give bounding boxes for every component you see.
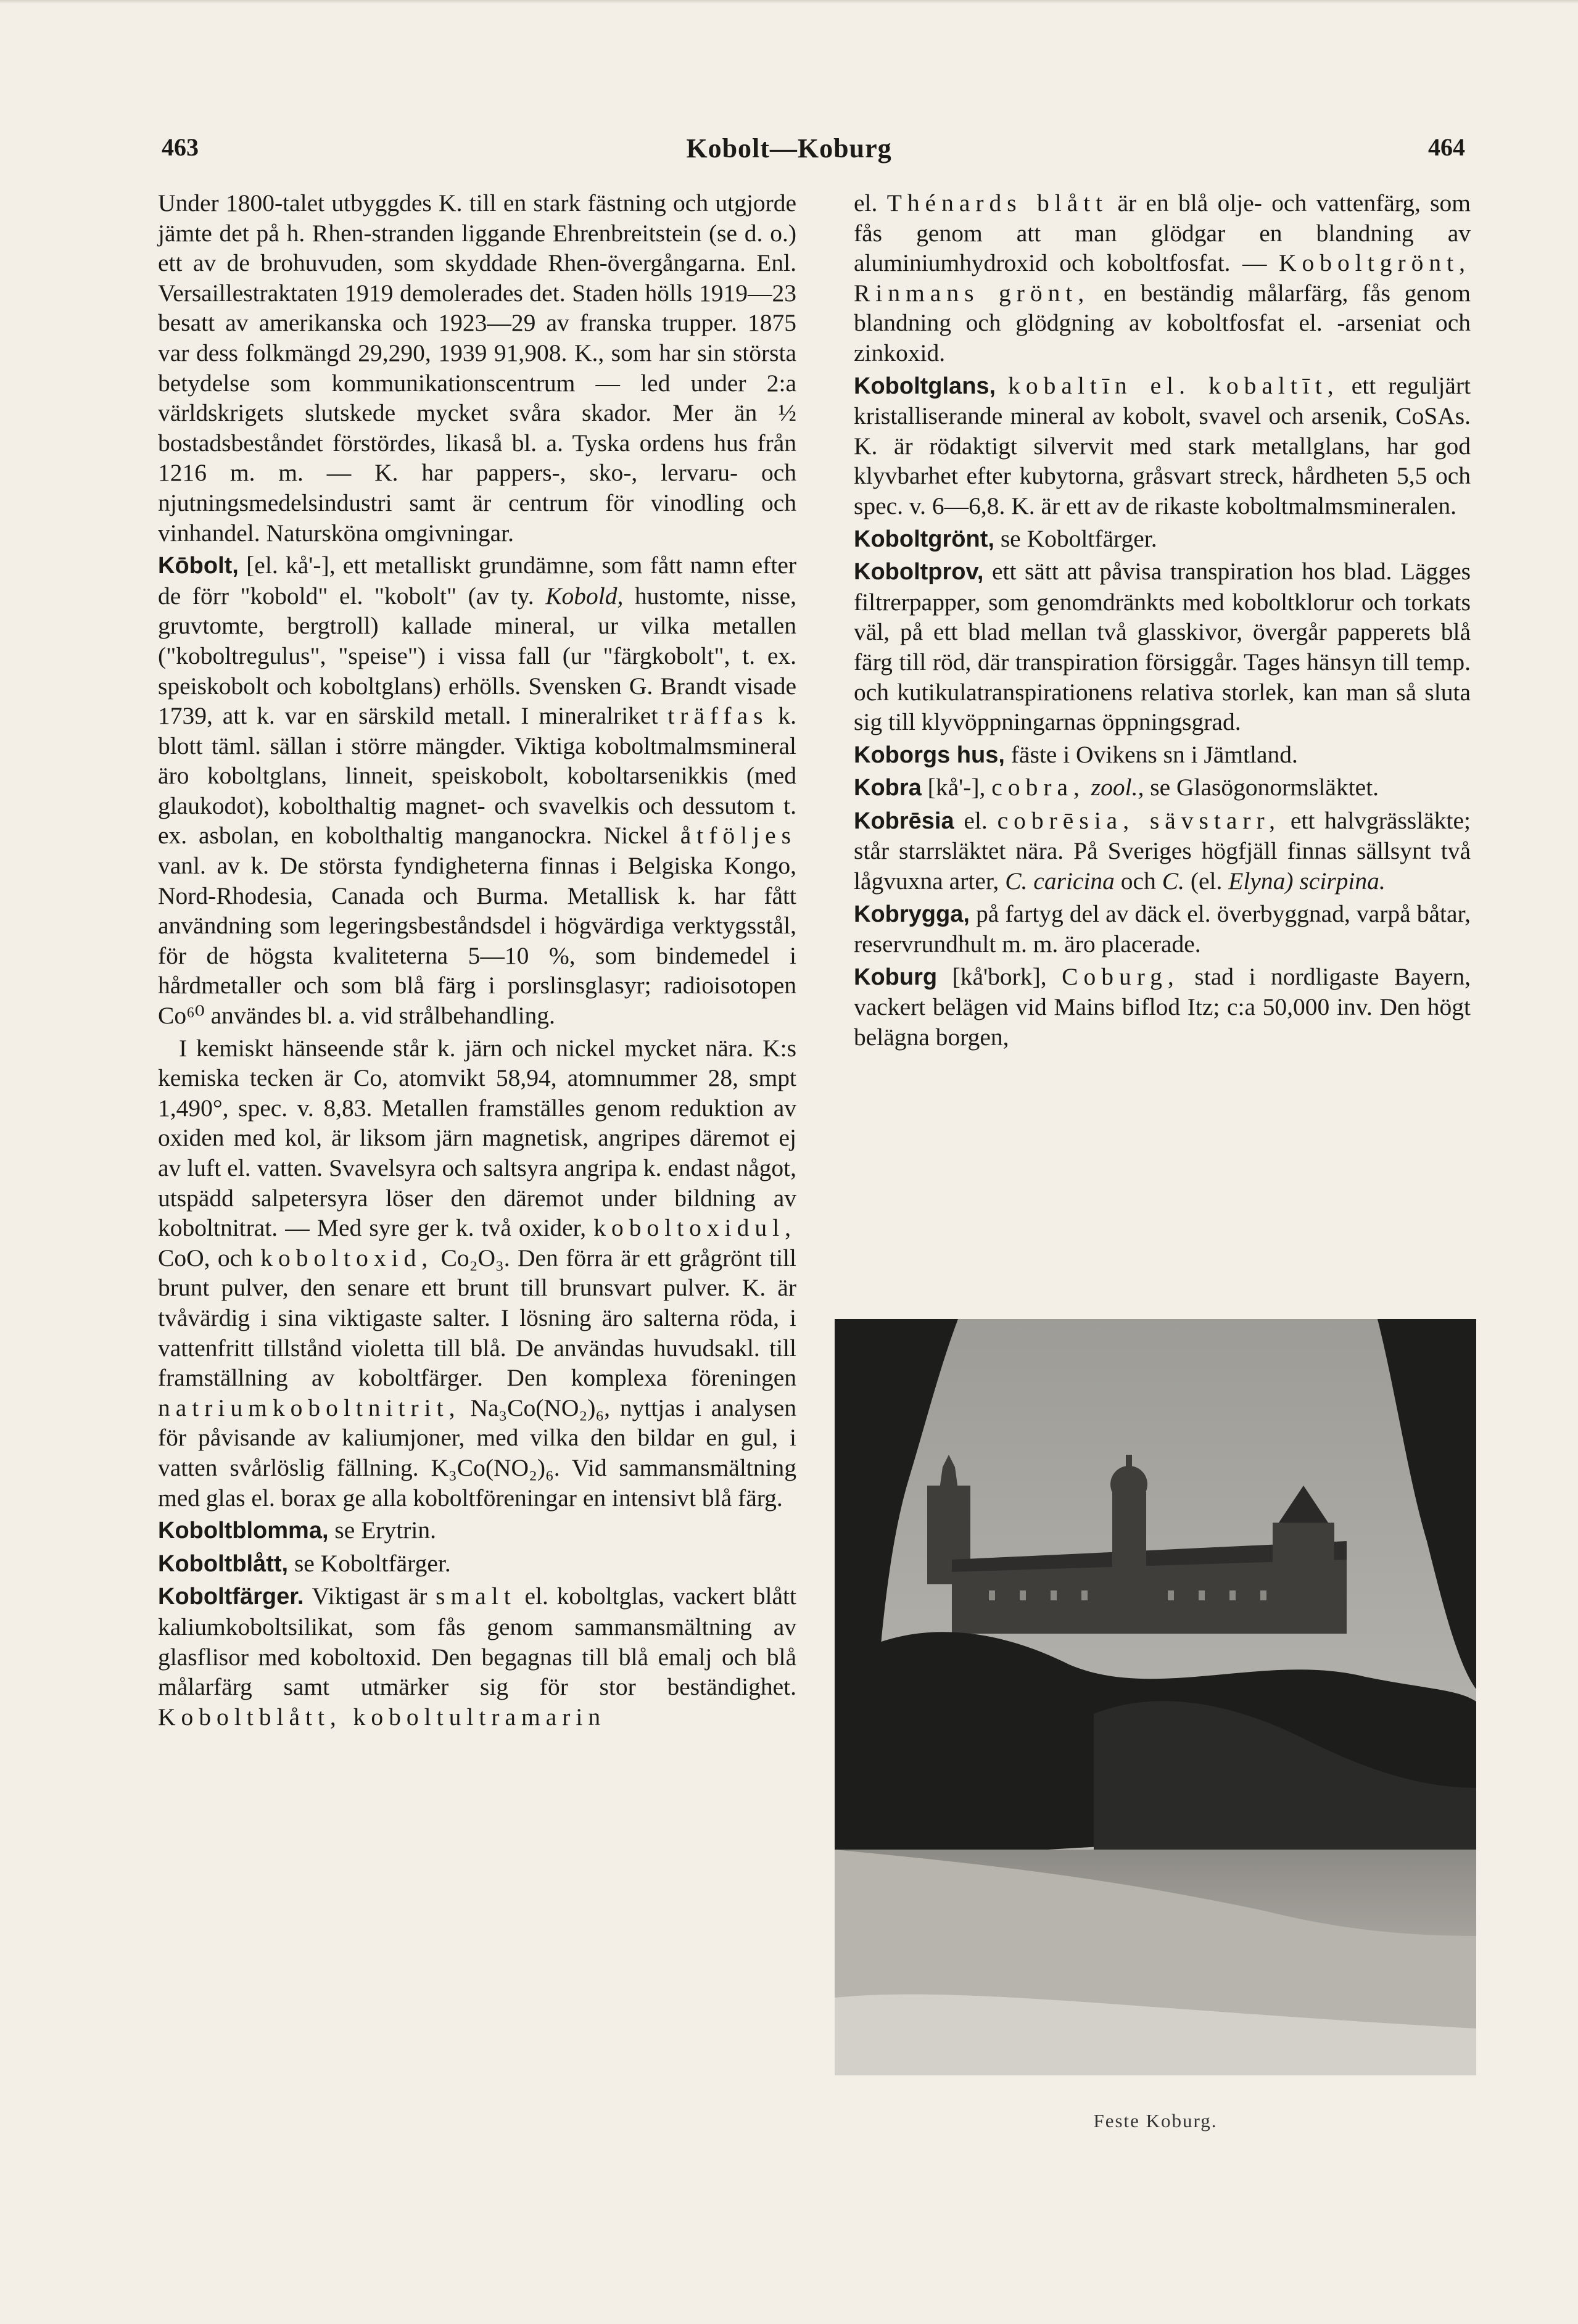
entry-kobresia-headword: Kobrēsia [854, 808, 954, 834]
running-head: Kobolt—Koburg [686, 133, 892, 163]
left-column [158, 188, 796, 1732]
page-number-right: 464 [1428, 133, 1465, 161]
entry-koburg-headword: Koburg [854, 964, 938, 990]
photo-caption: Feste Koburg. [1093, 2110, 1218, 2132]
entry-koboltgront-headword: Koboltgrönt, [854, 526, 994, 552]
entry-koboltglans-headword: Koboltglans, [854, 373, 996, 399]
koblenz-continuation: Under 1800-talet utbyggdes K. till en stark fästning och utgjorde jämte det på h. Rhen-stranden liggande Ehrenbreitstein (se d. o.) ett av de brohuvuden, som skyddade Rhen-övergångarna. Enl. Versaillestraktaten 1919 demolerades det. Staden hölls 1919—23 besatt av amerikanska och 1923—29 av franska trupper. 1875 var dess folkmängd 29,290, 1939 91,908. K., som har sin största betydelse som kommunikationscentrum — led under 2:a världskrigets slutskede mycket svåra skador. Mer än ½ bostadsbeståndet förstördes, likaså bl. a. Tyska ordens hus från 1216 m. m. — K. har pappers-, sko-, lervaru- och njutningsmedelsindustri samt är centrum för vinodling och vinhandel. Natursköna omgivningar. [158, 189, 796, 547]
entry-koboltgront: Koboltgrönt, se Koboltfärger. [854, 524, 1157, 552]
entry-koboltfarger: Koboltfärger. Viktigast är smalt el. koboltglas, vackert blått kaliumkoboltsilikat, som fås genom sammansmältning av glasflisor med koboltoxid. Den begagnas till blå emalj och blå målarfärg samt utmärker sig för stor beständighet. Koboltblått, koboltultramarin [158, 1582, 796, 1731]
castle-photo-illustration [835, 1319, 1476, 2075]
photo-feste-koburg [835, 1319, 1476, 2075]
page-number-left: 463 [162, 133, 199, 161]
entry-kobolt: Kōbolt, [el. kå'-], ett metalliskt grundämne, som fått namn efter de förr "kobold" el. "kobolt" (av ty. Kobold, hustomte, nisse, gruvtomte, bergtroll) kallade mineral, ur vilka metallen ("koboltregulus", "speise") i vissa fall (ur "färgkobolt", t. ex. speiskobolt och koboltglans) erhölls. Svensken G. Brandt visade 1739, att k. var en särskild metall. I mineralriket träffas k. blott täml. sällan i större mängder. Viktiga koboltmalmsmineral äro koboltglans, linneit, speiskobolt, koboltarsenikkis (med glaukodot), kobolthaltig magnet- och svavelkis och dessutom t. ex. asbolan, en kobolthaltig manganockra. Nickel åtföljes vanl. av k. De största fyndigheterna finnas i Belgiska Kongo, Nord-Rhodesia, Canada och Burma. Metallisk k. har fått användning som legeringsbeståndsdel i högvärdiga verktygsstål, för de högsta kvaliteterna 5—10 %, som bindemedel i hårdmetaller och som blå färg i porslinsglasyr; radioisotopen Co⁶⁰ användes bl. a. vid strålbehandling. [158, 552, 797, 1030]
entry-kobra-headword: Kobra [854, 775, 922, 801]
entry-koburg: Koburg [kå'bork], Coburg, stad i nordligaste Bayern, vackert belägen vid Mains biflod Itz; c:a 50,000 inv. Den högt belägna borgen, [854, 962, 1471, 1051]
entry-kobolt-headword: Kōbolt, [158, 553, 239, 579]
page-header [0, 133, 1578, 170]
entry-kobrygga-headword: Kobrygga, [854, 901, 970, 927]
page-top-edge [0, 0, 1578, 4]
right-column [854, 188, 1471, 1052]
entry-koborgs-hus-headword: Koborgs hus, [854, 742, 1005, 768]
entry-koboltblatt-headword: Koboltblått, [158, 1550, 289, 1577]
entry-koboltblatt: Koboltblått, se Koboltfärger. [158, 1549, 451, 1577]
entry-koboltblomma: Koboltblomma, se Erytrin. [158, 1516, 436, 1544]
koboltfarger-continuation: el. Thénards blått är en blå olje- och vattenfärg, som fås genom att man glödgar en blandning av aluminiumhydroxid och koboltfosfat. — Koboltgrönt, Rinmans grönt, en beständig målarfärg, fås genom blandning och glödgning av koboltfosfat el. -arseniat och zinkoxid. [854, 189, 1471, 366]
entry-kobresia: Kobrēsia el. cobrēsia, sävstarr, ett halvgrässläkte; står starrsläktet nära. På Sveriges högfjäll finnas sällsynt två lågvuxna arter, C. caricina och C. (el. Elyna) scirpina. [854, 806, 1471, 895]
entry-koboltblomma-headword: Koboltblomma, [158, 1518, 329, 1544]
kobolt-chemistry-paragraph: I kemiskt hänseende står k. järn och nickel mycket nära. K:s kemiska tecken är Co, atomvikt 58,94, atomnummer 28, smpt 1,490°, spec. v. 8,83. Metallen framställes genom reduktion av oxiden med kol, är liksom järn magnetisk, angripes däremot ej av luft el. vatten. Svavelsyra och saltsyra angripa k. endast något, utspädd salpetersyra löser den däremot under bildning av koboltnitrat. — Med syre ger k. två oxider, koboltoxidul, CoO, och koboltoxid, Co₂O₃. Den förra är ett grågrönt till brunt pulver, den senare ett brunt till brunsvart pulver. K. är tvåvärdig i sina viktigaste salter. I lösning äro salterna röda, i vattenfritt tillstånd violetta till blå. De användas huvudsakl. till framställning av koboltfärger. Den komplexa föreningen natriumkoboltnitrit, Na₃Co(NO₂)₆, nyttjas i analysen för påvisande av kaliumjoner, med vilka den bildar en gul, i vatten svårlöslig fällning. K₃Co(NO₂)₆. Vid sammansmältning med glas el. borax ge alla koboltföreningar en intensivt blå färg. [158, 1034, 797, 1511]
entry-koboltprov-headword: Koboltprov, [854, 559, 984, 585]
entry-koborgs-hus: Koborgs hus, fäste i Ovikens sn i Jämtland. [854, 740, 1298, 768]
entry-kobra: Kobra [kå'-], cobra, zool., se Glasögonormsläktet. [854, 774, 1379, 801]
entry-koboltprov: Koboltprov, ett sätt att påvisa transpiration hos blad. Lägges filtrerpapper, som genomdränkts med koboltklorur och torkats väl, på ett blad mellan två glasskivor, övergår papperets blå färg till röd, där transpiration försiggår. Tages hänsyn till temp. och kutikulatranspirationens relativa storlek, kan man så sluta sig till klyvöppningarnas öppningsgrad. [854, 558, 1471, 736]
entry-kobrygga: Kobrygga, på fartyg del av däck el. överbyggnad, varpå båtar, reservrundhult m. m. äro placerade. [854, 899, 1471, 958]
entry-koboltglans: Koboltglans, kobaltīn el. kobaltīt, ett reguljärt kristalliserande mineral av kobolt, svavel och arsenik, CoSAs. K. är rödaktigt silvervit med stark metallglans, har god klyvbarhet efter kubytorna, gråsvart streck, hårdheten 5,5 och spec. v. 6—6,8. K. är ett av de rikaste koboltmalmsmineralen. [854, 371, 1471, 519]
entry-koboltfarger-headword: Koboltfärger. [158, 1584, 304, 1610]
